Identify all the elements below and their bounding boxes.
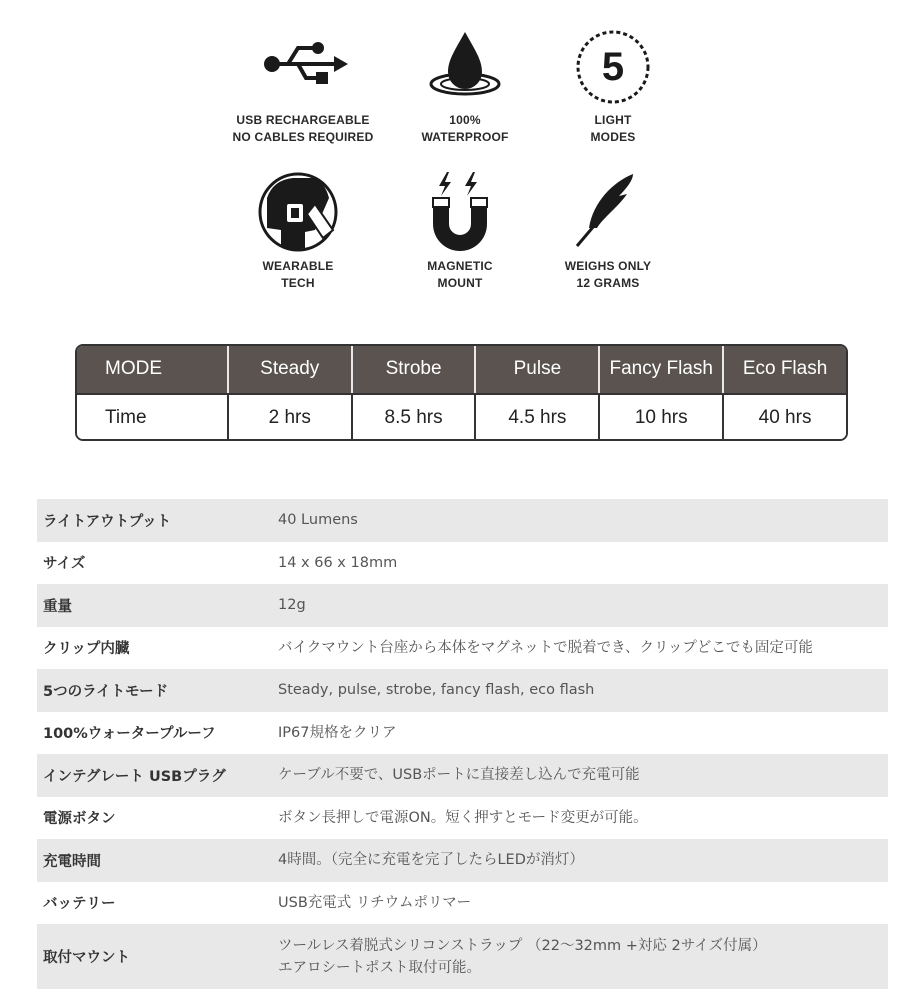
feature-label: TECH xyxy=(281,276,315,290)
five-modes-number: 5 xyxy=(601,44,625,89)
spec-value: IP67規格をクリア xyxy=(278,724,397,741)
spec-value: Steady, pulse, strobe, fancy flash, eco flash xyxy=(278,682,595,699)
spec-key: 電源ボタン xyxy=(43,811,116,828)
mode-row-cell: Time xyxy=(105,406,147,428)
magnet-icon xyxy=(415,168,505,258)
mode-table-header xyxy=(77,346,846,393)
table-row xyxy=(37,754,888,797)
feature-weight xyxy=(513,168,703,292)
spec-key: 100%ウォータープルーフ xyxy=(43,726,216,743)
usb-icon xyxy=(258,22,348,112)
feature-label: 100% xyxy=(449,113,481,127)
mode-header-cell: MODE xyxy=(105,358,162,380)
feature-label: MODES xyxy=(590,130,636,144)
spec-key: インテグレート USBプラグ xyxy=(43,768,226,785)
feature-label: MAGNETIC xyxy=(427,259,493,273)
water-drop-icon xyxy=(420,22,510,112)
feature-label: 12 GRAMS xyxy=(576,276,640,290)
spec-key: 重量 xyxy=(43,598,72,615)
feature-label: NO CABLES REQUIRED xyxy=(232,130,374,144)
feature-light-modes xyxy=(518,22,708,146)
spec-value: 4時間。（完全に充電を完了したらLEDが消灯） xyxy=(278,852,584,869)
table-row xyxy=(37,542,888,585)
mode-row-cell: 4.5 hrs xyxy=(474,395,598,442)
feature-label: USB RECHARGEABLE xyxy=(236,113,370,127)
feature-label: WATERPROOF xyxy=(421,130,509,144)
mode-header-cell: Eco Flash xyxy=(722,346,846,393)
spec-value-line: ツールレス着脱式シリコンストラップ （22〜32mm +対応 2サイズ付属） xyxy=(278,937,767,954)
spec-value: ケーブル不要で、USBポートに直接差し込んで充電可能 xyxy=(278,767,640,784)
table-row xyxy=(37,499,888,542)
spec-value-line: エアロシートポスト取付可能。 xyxy=(278,959,481,976)
mode-header-cell: Steady xyxy=(227,346,351,393)
spec-key: ライトアウトプット xyxy=(43,513,172,530)
spec-value: ボタン長押しで電源ON。短く押すとモード変更が可能。 xyxy=(278,809,648,826)
table-row xyxy=(37,839,888,882)
table-row xyxy=(37,712,888,755)
mode-table-row xyxy=(77,393,846,442)
mode-row-cell: 2 hrs xyxy=(227,395,351,442)
spec-key: 取付マウント xyxy=(43,950,130,966)
spec-table xyxy=(37,499,888,989)
mode-row-cell: 8.5 hrs xyxy=(351,395,475,442)
mode-runtime-table xyxy=(75,344,848,441)
five-modes-icon xyxy=(568,22,658,112)
table-row xyxy=(37,584,888,627)
feather-icon xyxy=(563,168,653,258)
spec-value xyxy=(278,935,888,979)
table-row xyxy=(37,669,888,712)
mode-row-cell: 40 hrs xyxy=(722,395,846,442)
spec-key: サイズ xyxy=(43,556,86,573)
spec-value: USB充電式 リチウムポリマー xyxy=(278,894,472,911)
mode-header-cell: Pulse xyxy=(474,346,598,393)
spec-key: 充電時間 xyxy=(43,853,101,870)
mode-header-cell: Strobe xyxy=(351,346,475,393)
feature-label: LIGHT xyxy=(594,113,632,127)
table-row xyxy=(37,924,888,989)
table-row xyxy=(37,882,888,925)
mode-header-cell: Fancy Flash xyxy=(598,346,722,393)
wearable-icon xyxy=(253,168,343,258)
feature-label: WEIGHS ONLY xyxy=(564,259,652,273)
spec-value: 40 Lumens xyxy=(278,512,358,529)
spec-key: バッテリー xyxy=(43,896,116,913)
feature-label: MOUNT xyxy=(437,276,483,290)
spec-value: 12g xyxy=(278,597,306,614)
table-row xyxy=(37,797,888,840)
spec-key: 5つのライトモード xyxy=(43,683,169,700)
spec-key: クリップ内臓 xyxy=(43,641,130,658)
spec-value: 14 x 66 x 18mm xyxy=(278,554,398,571)
table-row xyxy=(37,627,888,670)
mode-row-cell: 10 hrs xyxy=(598,395,722,442)
feature-label: WEARABLE xyxy=(262,259,334,273)
spec-value: バイクマウント台座から本体をマグネットで脱着でき、クリップどこでも固定可能 xyxy=(278,639,813,656)
